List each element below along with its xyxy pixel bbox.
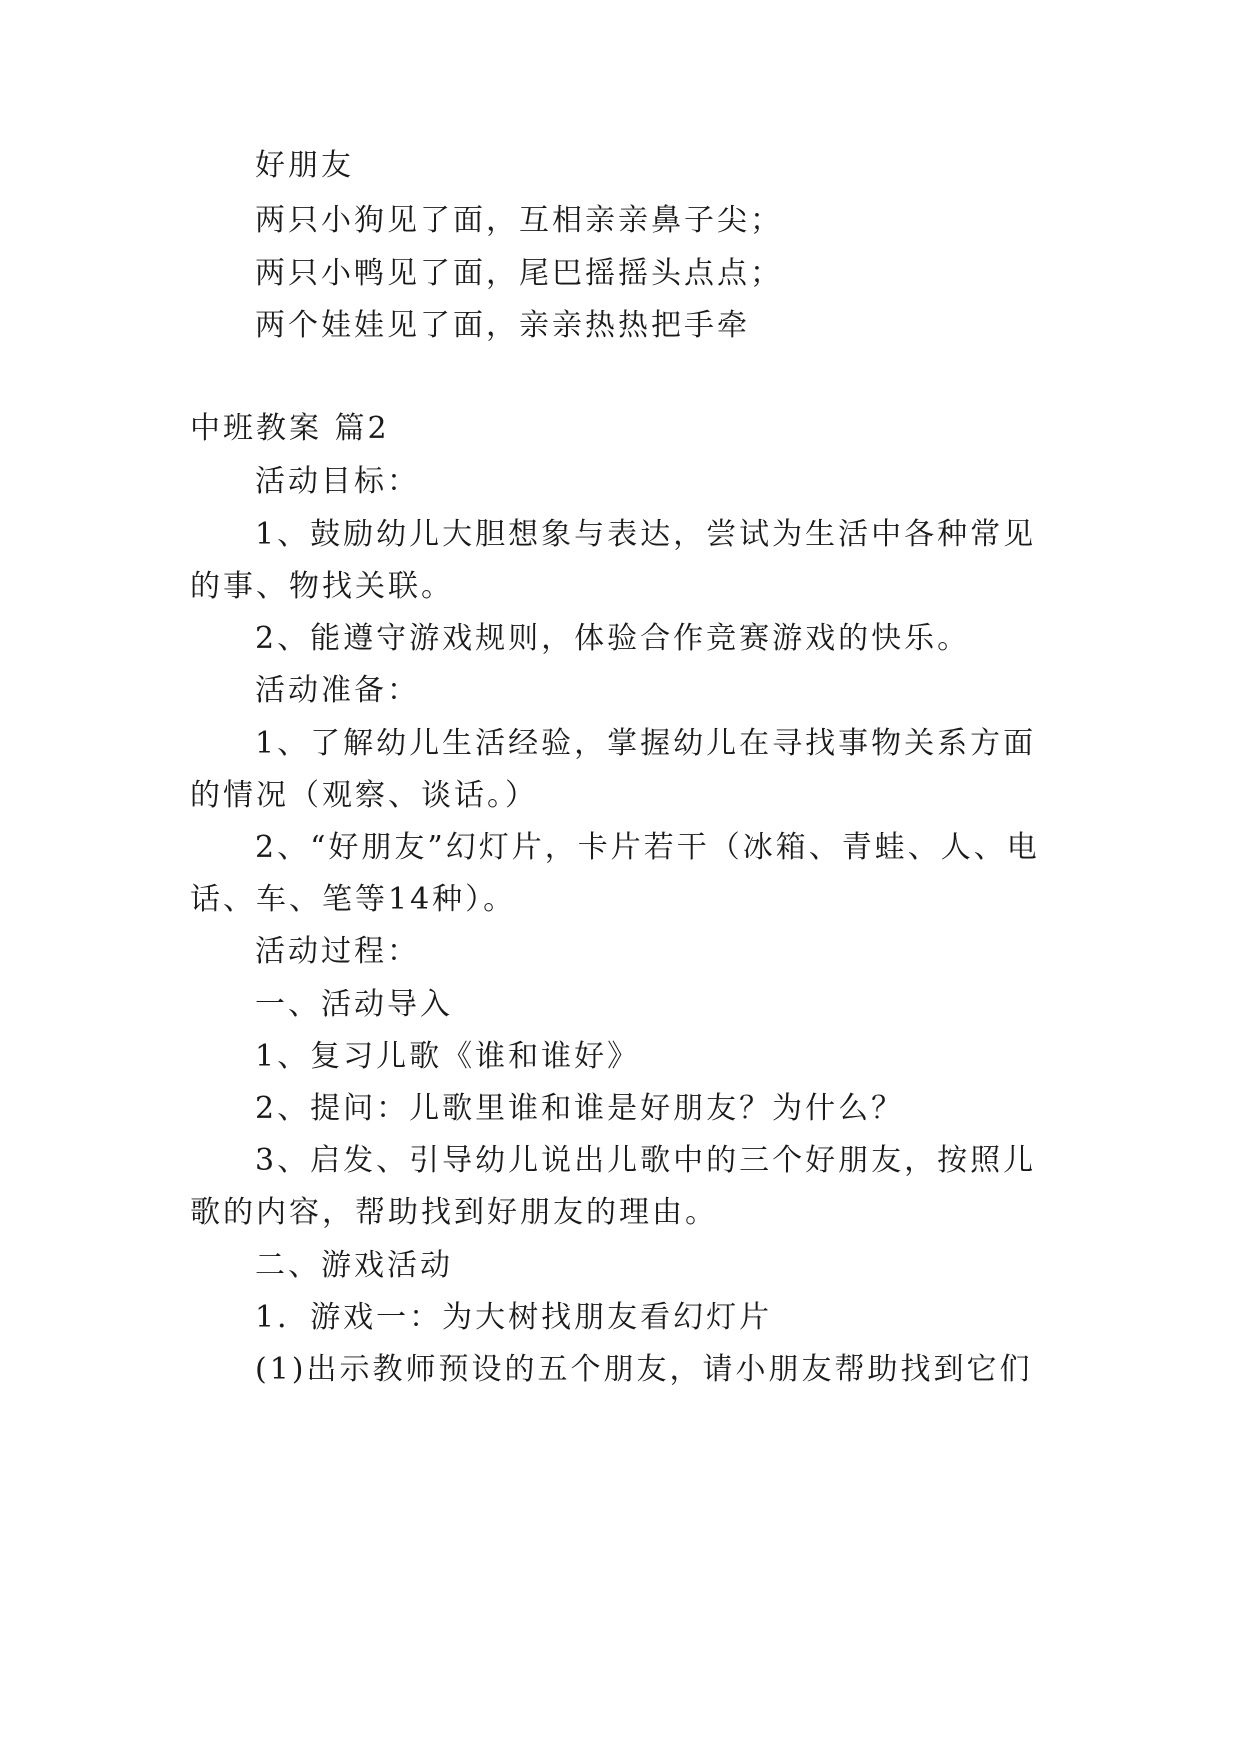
goal-1-line-2: 的事、物找关联。 — [190, 569, 454, 604]
prep-heading: 活动准备： — [255, 673, 420, 708]
process-heading: 活动过程： — [255, 934, 420, 969]
goals-heading: 活动目标： — [255, 464, 420, 499]
step-3-line-2: 歌的内容，帮助找到好朋友的理由。 — [190, 1195, 718, 1230]
step-2: 2、提问：儿歌里谁和谁是好朋友？为什么？ — [255, 1091, 905, 1126]
goal-1-line-1: 1、鼓励幼儿大胆想象与表达，尝试为生活中各种常见 — [255, 517, 1037, 552]
prep-1-line-2: 的情况（观察、谈话。） — [190, 778, 538, 813]
game-1-heading: 1．游戏一：为大树找朋友看幻灯片 — [255, 1300, 773, 1335]
prep-1-line-1: 1、了解幼儿生活经验，掌握幼儿在寻找事物关系方面 — [255, 726, 1037, 761]
part-2-heading: 二、游戏活动 — [255, 1248, 453, 1283]
part-1-heading: 一、活动导入 — [255, 987, 453, 1022]
poem-line-2: 两只小鸭见了面，尾巴摇摇头点点； — [255, 256, 783, 291]
goal-2: 2、能遵守游戏规则，体验合作竞赛游戏的快乐。 — [255, 621, 971, 656]
step-1: 1、复习儿歌《谁和谁好》 — [255, 1039, 641, 1074]
prep-2-line-2: 话、车、笔等14种）。 — [190, 882, 517, 917]
prep-2-line-1: 2、“好朋友”幻灯片，卡片若干（冰箱、青蛙、人、电 — [255, 830, 1040, 865]
poem-title: 好朋友 — [255, 148, 354, 183]
section-title: 中班教案 篇2 — [190, 411, 390, 446]
step-3-line-1: 3、启发、引导幼儿说出儿歌中的三个好朋友，按照儿 — [255, 1143, 1037, 1178]
game-1-step-1: (1)出示教师预设的五个朋友，请小朋友帮助找到它们 — [255, 1352, 1033, 1387]
poem-line-3: 两个娃娃见了面，亲亲热热把手牵 — [255, 308, 750, 343]
poem-line-1: 两只小狗见了面，互相亲亲鼻子尖； — [255, 203, 783, 238]
